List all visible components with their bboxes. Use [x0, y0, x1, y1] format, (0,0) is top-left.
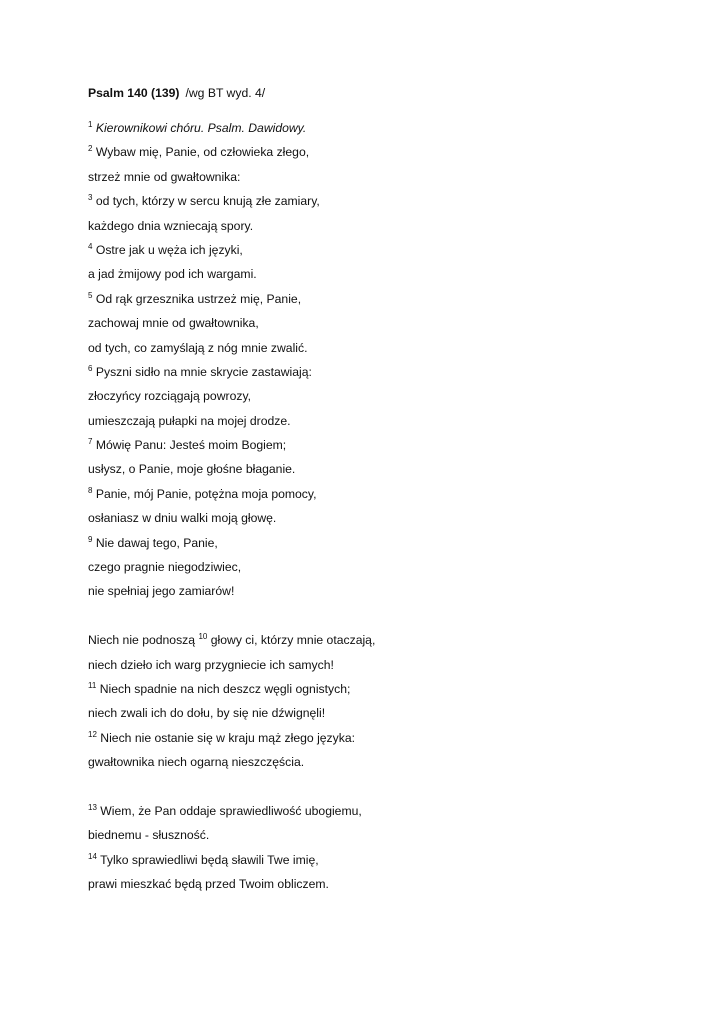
- verse-line: [88, 189, 688, 213]
- verse-text: gwałtownika niech ogarną nieszczęścia.: [88, 755, 305, 770]
- verse-line: [88, 214, 688, 238]
- verse-number: 5: [88, 290, 93, 300]
- verse-text: Pyszni sidło na mnie skrycie zastawiają:: [95, 364, 312, 379]
- verse-line: [88, 433, 688, 457]
- verse-line: [88, 409, 688, 433]
- verse-text: Mówię Panu: Jesteś moim Bogiem;: [95, 438, 287, 453]
- verse-text: Panie, mój Panie, potężna moja pomocy,: [95, 486, 317, 501]
- verse-number: 1: [88, 120, 93, 129]
- verse-line: [88, 262, 688, 286]
- verse-text: Od rąk grzesznika ustrzeż mię, Panie,: [95, 291, 302, 306]
- verse-line: [88, 116, 688, 140]
- verse-number: 12: [88, 729, 97, 739]
- verse-text: czego pragnie niegodziwiec,: [88, 560, 242, 575]
- verse-line: [88, 238, 688, 262]
- psalm-title-bold: Psalm 140 (139): [88, 86, 180, 100]
- verse-text: osłaniasz w dniu walki moją głowę.: [88, 511, 277, 526]
- verse-line: [88, 482, 688, 506]
- verse-text: Niech nie ostanie się w kraju mąż złego języka:: [100, 730, 355, 745]
- verse-line: [88, 848, 688, 872]
- verse-text: każdego dnia wzniecają spory.: [88, 218, 254, 233]
- verse-text: biednemu - słuszność.: [88, 828, 210, 843]
- verse-line: [88, 165, 688, 189]
- verse-text: prawi mieszkać będą przed Twoim obliczem.: [88, 877, 329, 892]
- verse-number: 9: [88, 534, 93, 544]
- verse-text: zachowaj mnie od gwałtownika,: [88, 316, 259, 331]
- verse-line: [88, 384, 688, 408]
- verse-number: 10: [198, 632, 208, 642]
- verse-line: [88, 799, 688, 823]
- verse-text: głowy ci, którzy mnie otaczają,: [210, 633, 376, 648]
- verse-number: 7: [88, 437, 93, 447]
- verse-line: [88, 823, 688, 847]
- verse-text: od tych, co zamyślają z nóg mnie zwalić.: [88, 340, 308, 355]
- verse-text: niech dzieło ich warg przygniecie ich samych!: [88, 657, 334, 672]
- verse-line: [88, 701, 688, 725]
- verse-line: [88, 872, 688, 896]
- verse-line: [88, 555, 688, 579]
- verse-line: [88, 457, 688, 481]
- verse-number: 8: [88, 485, 93, 495]
- verse-text: umieszczają pułapki na mojej drodze.: [88, 413, 291, 428]
- verse-line: [88, 287, 688, 311]
- stanza-break: [88, 604, 688, 628]
- verse-number: 14: [88, 851, 97, 861]
- verse-number: 2: [88, 144, 93, 154]
- verse-number: 4: [88, 241, 93, 251]
- verse-line: [88, 336, 688, 360]
- verse-number: 6: [88, 363, 93, 373]
- verse-number: 11: [88, 680, 97, 690]
- stanza-break: [88, 775, 688, 799]
- verse-text: Niech spadnie na nich deszcz węgli ognistych;: [99, 681, 351, 696]
- verse-text: niech zwali ich do dołu, by się nie dźwignęli!: [88, 706, 326, 721]
- verse-text: Niech nie podnoszą: [88, 633, 196, 648]
- verse-line: [88, 579, 688, 603]
- verse-text: Ostre jak u węża ich języki,: [95, 242, 243, 257]
- verse-text: usłysz, o Panie, moje głośne błaganie.: [88, 462, 296, 477]
- verse-text: strzeż mnie od gwałtownika:: [88, 169, 241, 184]
- verse-text: Tylko sprawiedliwi będą sławili Twe imię,: [100, 852, 319, 867]
- psalm-title: [88, 86, 265, 100]
- verse-line: [88, 653, 688, 677]
- verse-text: a jad żmijowy pod ich wargami.: [88, 267, 257, 282]
- verse-text: złoczyńcy rozciągają powrozy,: [88, 389, 252, 404]
- verse-line: [88, 628, 688, 652]
- verse-text: nie spełniaj jego zamiarów!: [88, 584, 235, 599]
- verse-line: [88, 311, 688, 335]
- verse-text: Nie dawaj tego, Panie,: [95, 535, 218, 550]
- psalm-title-source: /wg BT wyd. 4/: [185, 86, 266, 100]
- verse-line: [88, 750, 688, 774]
- psalm-text: [88, 116, 688, 897]
- verse-line: [88, 677, 688, 701]
- verse-text: Kierownikowi chóru. Psalm. Dawidowy.: [95, 121, 307, 135]
- verse-line: [88, 531, 688, 555]
- verse-number: 3: [88, 193, 93, 203]
- verse-line: [88, 360, 688, 384]
- verse-text: Wiem, że Pan oddaje sprawiedliwość ubogiemu,: [100, 803, 362, 818]
- verse-line: [88, 726, 688, 750]
- verse-text: Wybaw mię, Panie, od człowieka złego,: [95, 145, 310, 160]
- verse-number: 13: [88, 802, 97, 812]
- verse-line: [88, 506, 688, 530]
- verse-line: [88, 140, 688, 164]
- verse-text: od tych, którzy w sercu knują złe zamiary,: [95, 194, 320, 209]
